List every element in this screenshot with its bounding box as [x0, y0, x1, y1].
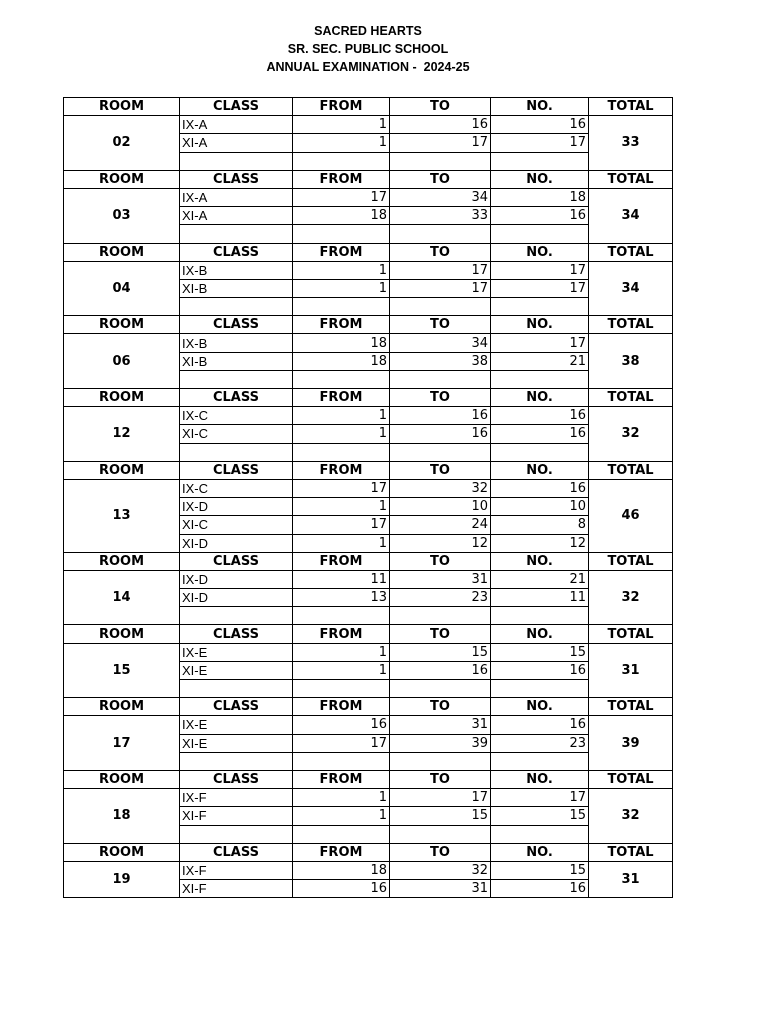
from-cell: 11 [293, 570, 390, 588]
room-header-row [64, 770, 673, 788]
blank-cell [390, 752, 491, 770]
column-header-from: FROM [293, 389, 390, 407]
column-header-room: ROOM [64, 461, 180, 479]
no-cell: 16 [491, 407, 589, 425]
blank-cell [180, 680, 293, 698]
column-header-to: TO [390, 770, 491, 788]
blank-cell [293, 607, 390, 625]
no-cell: 16 [491, 425, 589, 443]
no-cell: 15 [491, 643, 589, 661]
class-cell: IX-D [180, 498, 293, 516]
class-cell: IX-F [180, 789, 293, 807]
to-cell: 10 [390, 498, 491, 516]
class-cell: XI-C [180, 425, 293, 443]
column-header-total: TOTAL [589, 461, 673, 479]
room-header-row [64, 625, 673, 643]
from-cell: 17 [293, 516, 390, 534]
column-header-room: ROOM [64, 625, 180, 643]
column-header-room: ROOM [64, 316, 180, 334]
class-cell: XI-B [180, 352, 293, 370]
room-number: 14 [64, 570, 180, 625]
blank-cell [491, 152, 589, 170]
from-cell: 1 [293, 534, 390, 552]
class-cell: IX-A [180, 188, 293, 206]
class-cell: IX-D [180, 570, 293, 588]
class-cell: XI-A [180, 134, 293, 152]
from-cell: 1 [293, 134, 390, 152]
column-header-from: FROM [293, 843, 390, 861]
to-cell: 24 [390, 516, 491, 534]
no-cell: 21 [491, 570, 589, 588]
column-header-to: TO [390, 316, 491, 334]
from-cell: 1 [293, 116, 390, 134]
room-number: 02 [64, 116, 180, 171]
column-header-to: TO [390, 170, 491, 188]
room-number: 06 [64, 334, 180, 389]
class-cell: XI-C [180, 516, 293, 534]
from-cell: 18 [293, 207, 390, 225]
exam-title: ANNUAL EXAMINATION - 2024-25 [266, 60, 470, 74]
column-header-class: CLASS [180, 698, 293, 716]
room-total: 46 [589, 479, 673, 552]
seating-row [64, 716, 673, 734]
blank-cell [390, 225, 491, 243]
seating-row [64, 188, 673, 206]
column-header-class: CLASS [180, 843, 293, 861]
blank-cell [180, 825, 293, 843]
blank-cell [390, 370, 491, 388]
no-cell: 17 [491, 134, 589, 152]
column-header-from: FROM [293, 243, 390, 261]
class-cell: IX-C [180, 407, 293, 425]
from-cell: 1 [293, 789, 390, 807]
to-cell: 32 [390, 479, 491, 497]
room-total: 32 [589, 789, 673, 844]
seating-row [64, 334, 673, 352]
room-header-row [64, 316, 673, 334]
no-cell: 17 [491, 261, 589, 279]
column-header-to: TO [390, 625, 491, 643]
no-cell: 21 [491, 352, 589, 370]
no-cell: 16 [491, 116, 589, 134]
no-cell: 18 [491, 188, 589, 206]
room-total: 31 [589, 861, 673, 897]
blank-cell [180, 370, 293, 388]
no-cell: 16 [491, 661, 589, 679]
blank-cell [491, 443, 589, 461]
to-cell: 12 [390, 534, 491, 552]
to-cell: 15 [390, 807, 491, 825]
no-cell: 16 [491, 716, 589, 734]
blank-cell [491, 825, 589, 843]
blank-cell [491, 607, 589, 625]
seating-row [64, 643, 673, 661]
room-header-row [64, 170, 673, 188]
column-header-from: FROM [293, 316, 390, 334]
column-header-to: TO [390, 552, 491, 570]
column-header-class: CLASS [180, 552, 293, 570]
blank-cell [390, 298, 491, 316]
blank-cell [293, 370, 390, 388]
class-cell: XI-F [180, 807, 293, 825]
room-total: 38 [589, 334, 673, 389]
document-header [0, 22, 736, 76]
column-header-total: TOTAL [589, 552, 673, 570]
blank-cell [491, 752, 589, 770]
class-cell: IX-C [180, 479, 293, 497]
to-cell: 33 [390, 207, 491, 225]
column-header-to: TO [390, 98, 491, 116]
from-cell: 18 [293, 334, 390, 352]
room-number: 13 [64, 479, 180, 552]
class-cell: IX-B [180, 261, 293, 279]
column-header-to: TO [390, 243, 491, 261]
no-cell: 16 [491, 207, 589, 225]
blank-cell [293, 825, 390, 843]
room-number: 17 [64, 716, 180, 771]
seating-row [64, 479, 673, 497]
from-cell: 1 [293, 643, 390, 661]
room-number: 19 [64, 861, 180, 897]
to-cell: 31 [390, 716, 491, 734]
column-header-no: NO. [491, 770, 589, 788]
class-cell: XI-F [180, 880, 293, 898]
no-cell: 15 [491, 807, 589, 825]
blank-cell [293, 152, 390, 170]
no-cell: 17 [491, 789, 589, 807]
to-cell: 17 [390, 789, 491, 807]
column-header-room: ROOM [64, 98, 180, 116]
blank-cell [390, 152, 491, 170]
class-cell: IX-F [180, 861, 293, 879]
to-cell: 16 [390, 425, 491, 443]
blank-cell [293, 443, 390, 461]
no-cell: 15 [491, 861, 589, 879]
blank-cell [390, 680, 491, 698]
blank-cell [491, 370, 589, 388]
column-header-total: TOTAL [589, 843, 673, 861]
column-header-to: TO [390, 389, 491, 407]
room-header-row [64, 461, 673, 479]
column-header-to: TO [390, 461, 491, 479]
column-header-from: FROM [293, 625, 390, 643]
column-header-room: ROOM [64, 170, 180, 188]
blank-cell [180, 298, 293, 316]
no-cell: 10 [491, 498, 589, 516]
class-cell: XI-E [180, 734, 293, 752]
column-header-total: TOTAL [589, 98, 673, 116]
column-header-total: TOTAL [589, 389, 673, 407]
from-cell: 1 [293, 661, 390, 679]
room-header-row [64, 843, 673, 861]
blank-cell [293, 752, 390, 770]
no-cell: 11 [491, 589, 589, 607]
room-header-row [64, 552, 673, 570]
column-header-room: ROOM [64, 698, 180, 716]
column-header-to: TO [390, 843, 491, 861]
room-number: 03 [64, 188, 180, 243]
seating-row [64, 261, 673, 279]
room-header-row [64, 98, 673, 116]
column-header-total: TOTAL [589, 170, 673, 188]
seating-row [64, 861, 673, 879]
from-cell: 1 [293, 425, 390, 443]
column-header-no: NO. [491, 316, 589, 334]
column-header-from: FROM [293, 98, 390, 116]
class-cell: IX-E [180, 716, 293, 734]
column-header-class: CLASS [180, 770, 293, 788]
class-cell: IX-A [180, 116, 293, 134]
room-number: 12 [64, 407, 180, 462]
from-cell: 1 [293, 407, 390, 425]
column-header-class: CLASS [180, 461, 293, 479]
from-cell: 17 [293, 734, 390, 752]
column-header-total: TOTAL [589, 698, 673, 716]
column-header-no: NO. [491, 170, 589, 188]
from-cell: 16 [293, 880, 390, 898]
to-cell: 31 [390, 880, 491, 898]
to-cell: 17 [390, 279, 491, 297]
from-cell: 1 [293, 498, 390, 516]
column-header-total: TOTAL [589, 316, 673, 334]
column-header-to: TO [390, 698, 491, 716]
to-cell: 16 [390, 116, 491, 134]
column-header-from: FROM [293, 770, 390, 788]
room-total: 31 [589, 643, 673, 698]
from-cell: 1 [293, 807, 390, 825]
to-cell: 38 [390, 352, 491, 370]
no-cell: 17 [491, 334, 589, 352]
column-header-room: ROOM [64, 243, 180, 261]
room-header-row [64, 243, 673, 261]
blank-cell [491, 225, 589, 243]
column-header-no: NO. [491, 698, 589, 716]
from-cell: 18 [293, 861, 390, 879]
column-header-class: CLASS [180, 243, 293, 261]
column-header-room: ROOM [64, 770, 180, 788]
seating-row [64, 407, 673, 425]
blank-cell [491, 298, 589, 316]
to-cell: 34 [390, 188, 491, 206]
class-cell: XI-D [180, 534, 293, 552]
no-cell: 23 [491, 734, 589, 752]
to-cell: 17 [390, 134, 491, 152]
seating-row [64, 570, 673, 588]
class-cell: XI-E [180, 661, 293, 679]
column-header-total: TOTAL [589, 770, 673, 788]
blank-cell [293, 298, 390, 316]
column-header-no: NO. [491, 843, 589, 861]
room-total: 32 [589, 570, 673, 625]
room-total: 39 [589, 716, 673, 771]
to-cell: 32 [390, 861, 491, 879]
no-cell: 16 [491, 880, 589, 898]
class-cell: XI-B [180, 279, 293, 297]
column-header-class: CLASS [180, 316, 293, 334]
to-cell: 15 [390, 643, 491, 661]
column-header-total: TOTAL [589, 625, 673, 643]
blank-cell [390, 443, 491, 461]
no-cell: 16 [491, 479, 589, 497]
to-cell: 34 [390, 334, 491, 352]
room-total: 33 [589, 116, 673, 171]
class-cell: IX-E [180, 643, 293, 661]
column-header-from: FROM [293, 461, 390, 479]
class-cell: XI-A [180, 207, 293, 225]
seating-plan-table [63, 97, 673, 898]
no-cell: 8 [491, 516, 589, 534]
room-total: 32 [589, 407, 673, 462]
no-cell: 12 [491, 534, 589, 552]
room-number: 04 [64, 261, 180, 316]
blank-cell [180, 152, 293, 170]
column-header-total: TOTAL [589, 243, 673, 261]
school-subtitle: SR. SEC. PUBLIC SCHOOL [287, 42, 449, 56]
blank-cell [180, 225, 293, 243]
blank-cell [293, 225, 390, 243]
to-cell: 16 [390, 407, 491, 425]
school-name: SACRED HEARTS [314, 24, 422, 38]
blank-cell [390, 607, 491, 625]
from-cell: 18 [293, 352, 390, 370]
column-header-no: NO. [491, 552, 589, 570]
room-number: 18 [64, 789, 180, 844]
column-header-from: FROM [293, 698, 390, 716]
room-number: 15 [64, 643, 180, 698]
from-cell: 17 [293, 479, 390, 497]
room-total: 34 [589, 261, 673, 316]
column-header-room: ROOM [64, 843, 180, 861]
room-header-row [64, 389, 673, 407]
column-header-no: NO. [491, 243, 589, 261]
blank-cell [390, 825, 491, 843]
from-cell: 1 [293, 261, 390, 279]
column-header-class: CLASS [180, 625, 293, 643]
class-cell: IX-B [180, 334, 293, 352]
column-header-no: NO. [491, 389, 589, 407]
room-header-row [64, 698, 673, 716]
column-header-room: ROOM [64, 552, 180, 570]
column-header-room: ROOM [64, 389, 180, 407]
column-header-no: NO. [491, 98, 589, 116]
column-header-no: NO. [491, 625, 589, 643]
to-cell: 39 [390, 734, 491, 752]
to-cell: 17 [390, 261, 491, 279]
blank-cell [293, 680, 390, 698]
column-header-class: CLASS [180, 170, 293, 188]
from-cell: 16 [293, 716, 390, 734]
blank-cell [180, 607, 293, 625]
room-total: 34 [589, 188, 673, 243]
blank-cell [180, 443, 293, 461]
to-cell: 23 [390, 589, 491, 607]
column-header-class: CLASS [180, 389, 293, 407]
from-cell: 1 [293, 279, 390, 297]
column-header-from: FROM [293, 170, 390, 188]
column-header-from: FROM [293, 552, 390, 570]
class-cell: XI-D [180, 589, 293, 607]
column-header-no: NO. [491, 461, 589, 479]
no-cell: 17 [491, 279, 589, 297]
blank-cell [180, 752, 293, 770]
seating-row [64, 789, 673, 807]
to-cell: 16 [390, 661, 491, 679]
from-cell: 17 [293, 188, 390, 206]
to-cell: 31 [390, 570, 491, 588]
blank-cell [491, 680, 589, 698]
from-cell: 13 [293, 589, 390, 607]
seating-row [64, 116, 673, 134]
column-header-class: CLASS [180, 98, 293, 116]
